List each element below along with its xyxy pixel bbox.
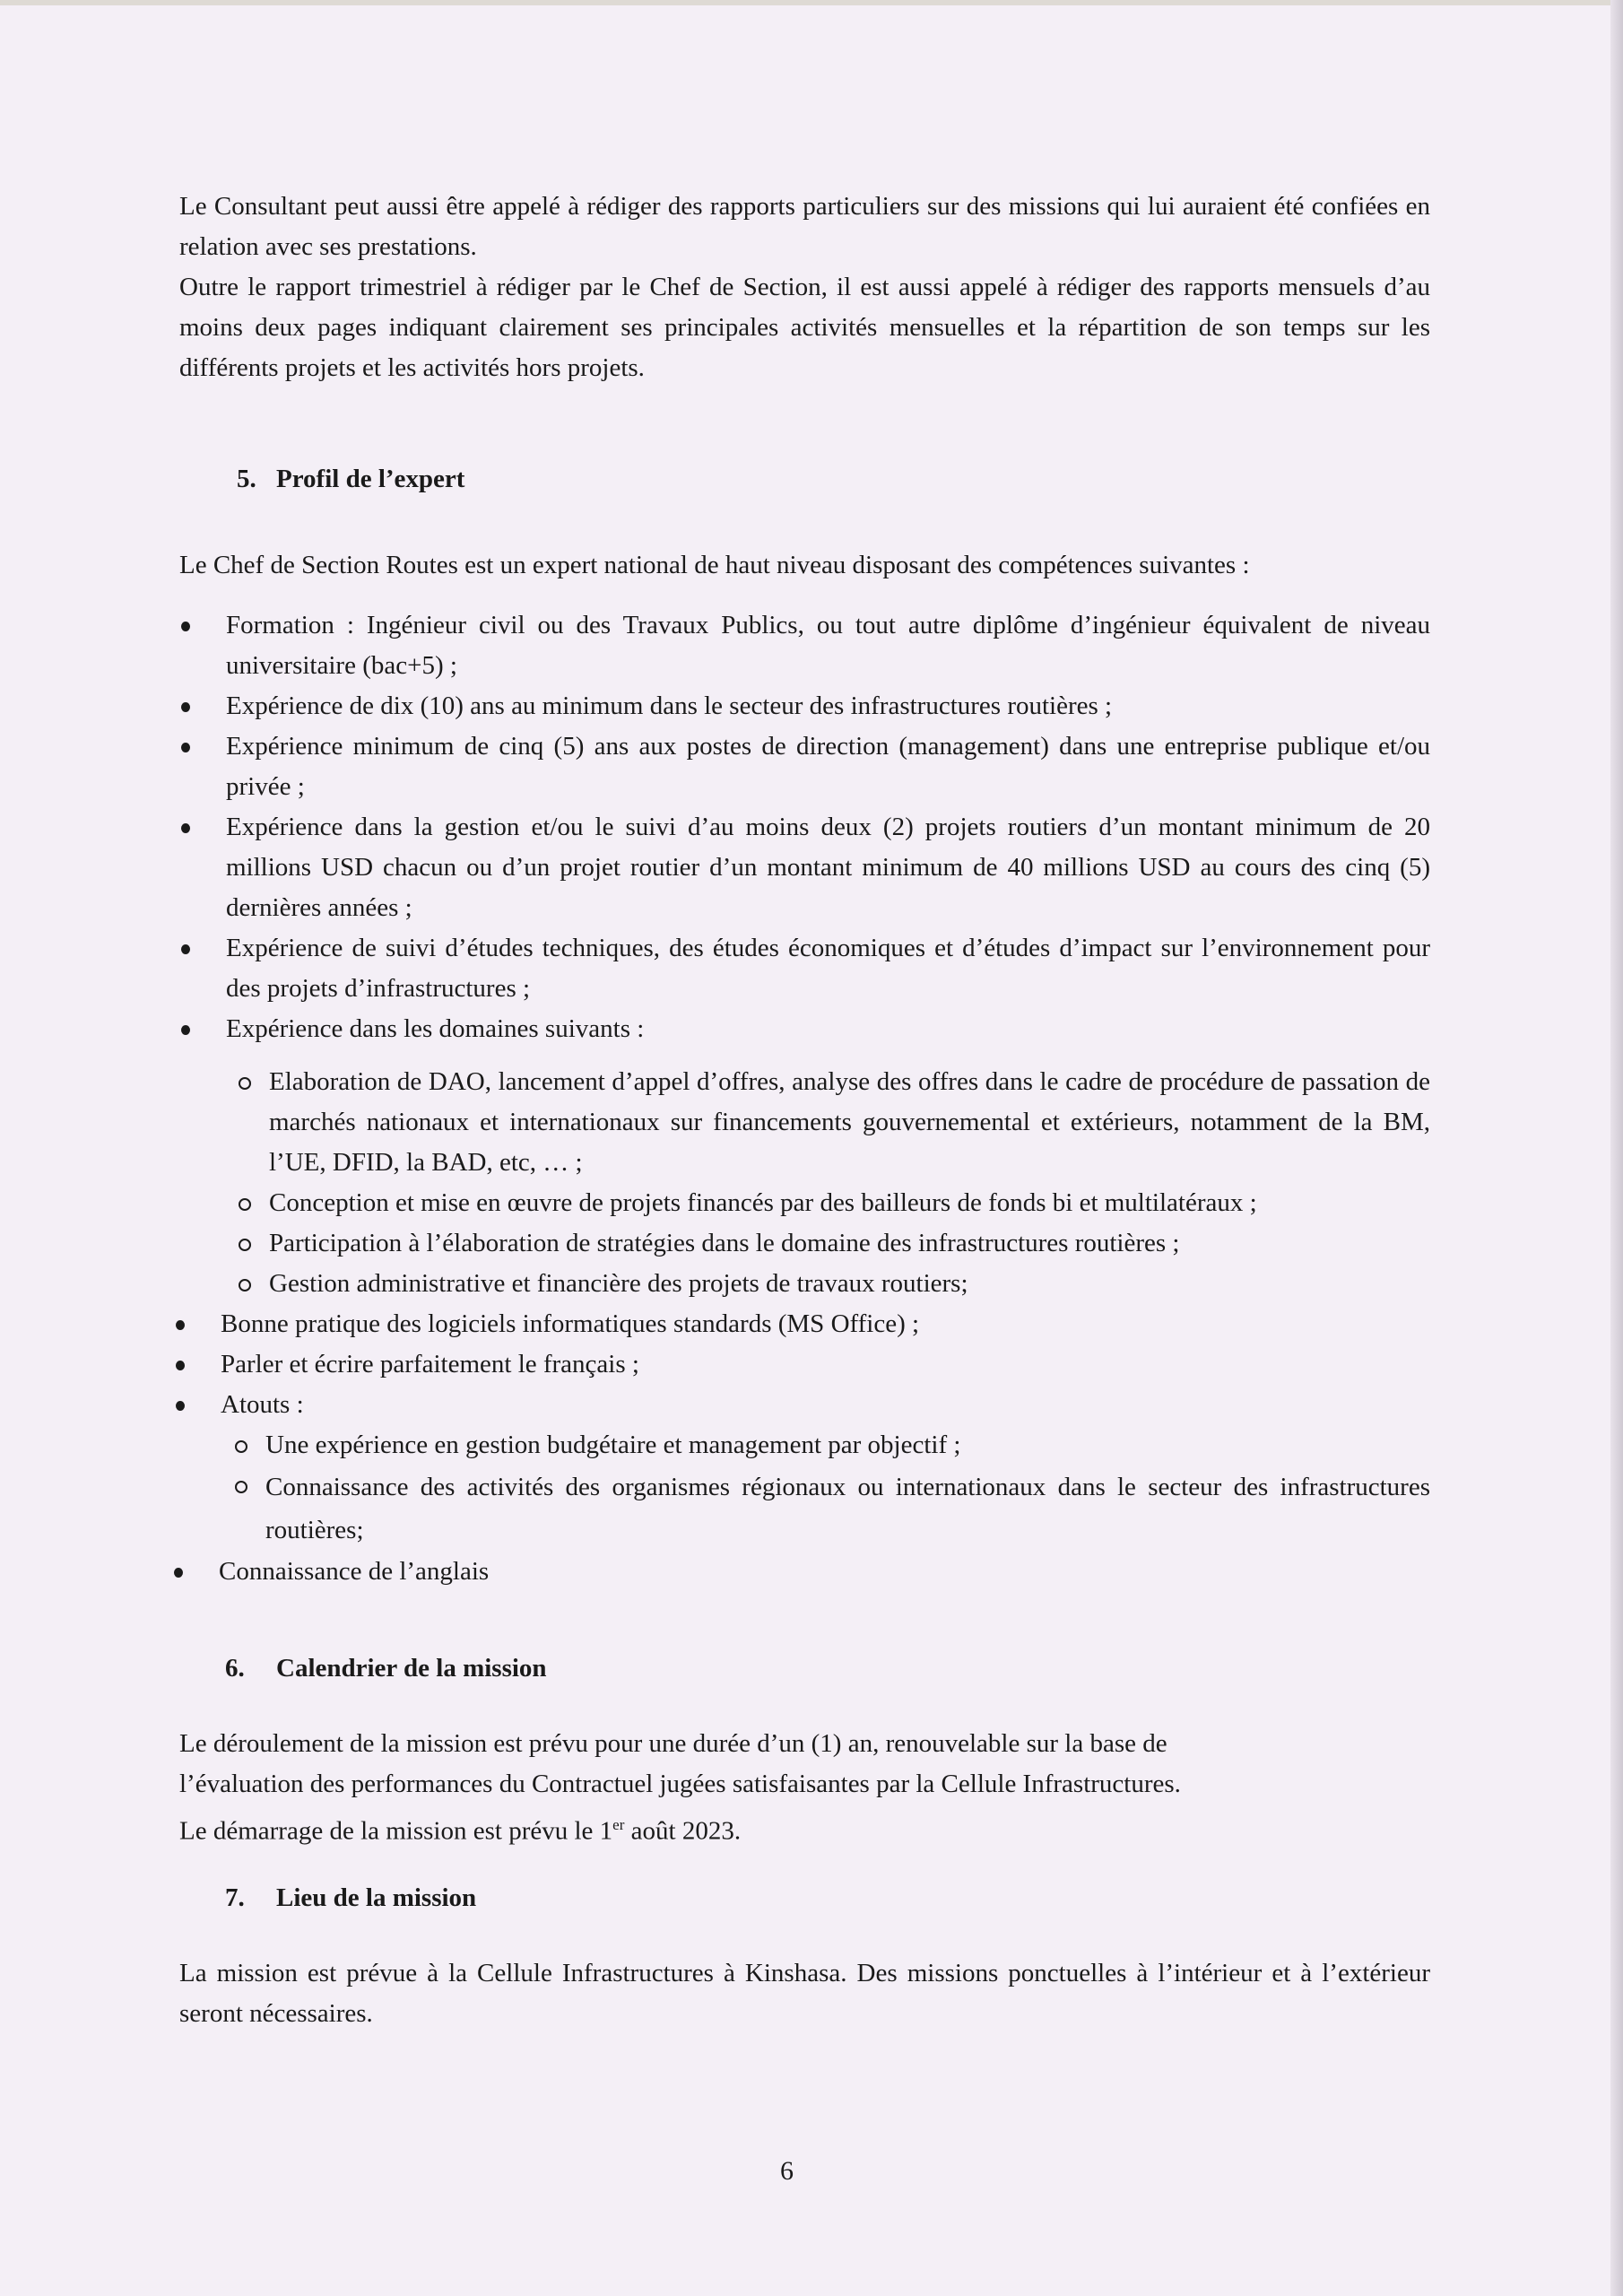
section-7-body	[179, 1953, 1430, 2034]
section-6-body	[179, 1724, 1430, 1852]
section-7-heading: 7. Lieu de la mission	[225, 1883, 477, 1912]
section-5-intro: Le Chef de Section Routes est un expert national de haut niveau disposant des compétences suivantes :	[179, 551, 1250, 579]
list-item: Bonne pratique des logiciels informatiques standards (MS Office) ;	[174, 1304, 1430, 1344]
line: Le déroulement de la mission est prévu pour une durée d’un (1) an, renouvelable sur la base de	[179, 1729, 1167, 1758]
sub-list-item: Participation à l’élaboration de stratégies dans le domaine des infrastructures routières ;	[179, 1223, 1430, 1264]
start-date-line: Le démarrage de la mission est prévu le 1er août 2023.	[179, 1816, 742, 1846]
sub-list-item: Elaboration de DAO, lancement d’appel d’offres, analyse des offres dans le cadre de procédure de passation de marchés nationaux et internationaux sur financements gouvernemental et extérieurs, notamment de la BM, l’UE, DFID, la BAD, etc, … ;	[179, 1062, 1430, 1183]
section-5-heading: 5. Profil de l’expert	[237, 465, 465, 493]
sub-list-item: Connaissance des activités des organismes régionaux ou internationaux dans le secteur des infrastructures routières;	[176, 1465, 1430, 1552]
section-6-heading: 6. Calendrier de la mission	[225, 1654, 547, 1683]
list-item: Connaissance de l’anglais	[172, 1552, 1430, 1592]
section-5-body	[179, 545, 1430, 1592]
scan-top-edge	[0, 0, 1623, 5]
sub-list-item: Conception et mise en œuvre de projets financés par des bailleurs de fonds bi et multilatéraux ;	[179, 1183, 1430, 1223]
list-item: Parler et écrire parfaitement le français ;	[174, 1344, 1430, 1385]
list-item: Expérience dans les domaines suivants :	[179, 1009, 1430, 1049]
list-item: Expérience minimum de cinq (5) ans aux postes de direction (management) dans une entreprise publique et/ou privée ;	[179, 726, 1430, 807]
line: l’évaluation des performances du Contractuel jugées satisfaisantes par la Cellule Infrastructures.	[179, 1770, 1181, 1798]
intro-text	[179, 187, 1430, 388]
page-number: 6	[780, 2156, 794, 2186]
list-item: Formation : Ingénieur civil ou des Travaux Publics, ou tout autre diplôme d’ingénieur équivalent de niveau universitaire (bac+5) ;	[179, 605, 1430, 686]
sub-list-item: Une expérience en gestion budgétaire et management par objectif ;	[176, 1425, 1430, 1465]
paragraph: Outre le rapport trimestriel à rédiger par le Chef de Section, il est aussi appelé à rédiger des rapports mensuels d’au moins deux pages indiquant clairement ses principales activités mensuelles et la répartition de son temps sur les différents projets et les activités hors projets.	[179, 273, 1430, 382]
competences-list	[179, 605, 1430, 1592]
list-item: Atouts :	[174, 1385, 1430, 1425]
paragraph: La mission est prévue à la Cellule Infrastructures à Kinshasa. Des missions ponctuelles à l’intérieur et à l’extérieur seront nécessaires.	[179, 1959, 1430, 2028]
scan-right-edge	[1610, 0, 1623, 2296]
paragraph: Le Consultant peut aussi être appelé à rédiger des rapports particuliers sur des missions qui lui auraient été confiées en relation avec ses prestations.	[179, 192, 1430, 261]
list-item: Expérience de dix (10) ans au minimum dans le secteur des infrastructures routières ;	[179, 686, 1430, 726]
list-item: Expérience de suivi d’études techniques, des études économiques et d’études d’impact sur l’environnement pour des projets d’infrastructures ;	[179, 928, 1430, 1009]
sub-list-item: Gestion administrative et financière des projets de travaux routiers;	[179, 1264, 1430, 1304]
list-item: Expérience dans la gestion et/ou le suivi d’au moins deux (2) projets routiers d’un montant minimum de 20 millions USD chacun ou d’un projet routier d’un montant minimum de 40 millions USD au cours des cinq (5) dernières années ;	[179, 807, 1430, 928]
